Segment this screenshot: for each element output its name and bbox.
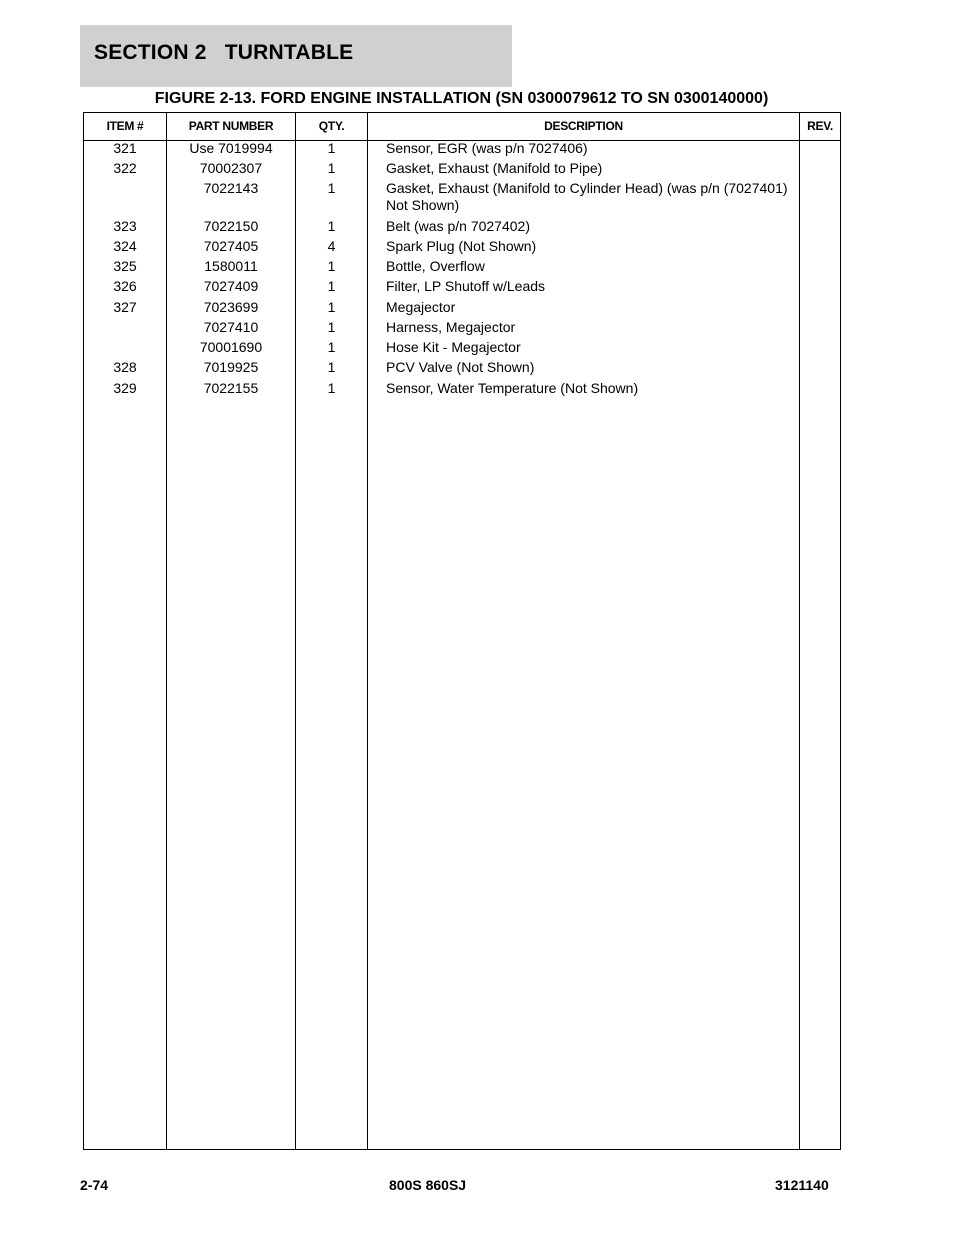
part-number: 70002307 bbox=[199, 160, 263, 176]
column-divider bbox=[799, 113, 800, 1149]
item-number: 321 bbox=[113, 140, 137, 156]
page-number: 2-74 bbox=[80, 1177, 109, 1193]
description: Sensor, EGR (was p/n 7027406) bbox=[386, 140, 588, 156]
quantity: 1 bbox=[327, 380, 336, 396]
header-description: DESCRIPTION bbox=[544, 119, 623, 133]
part-number: 7022155 bbox=[203, 380, 259, 396]
quantity: 1 bbox=[327, 218, 336, 234]
parts-table bbox=[83, 112, 841, 1150]
quantity: 4 bbox=[327, 238, 336, 254]
description: Harness, Megajector bbox=[386, 319, 516, 335]
quantity: 1 bbox=[327, 299, 336, 315]
item-number: 324 bbox=[113, 238, 137, 254]
quantity: 1 bbox=[327, 140, 336, 156]
description: Gasket, Exhaust (Manifold to Cylinder Head) (was p/n (7027401) Not Shown) bbox=[386, 180, 788, 213]
part-number: 7022143 bbox=[203, 180, 259, 196]
document-number: 3121140 bbox=[775, 1177, 829, 1193]
header-rev: REV. bbox=[807, 119, 833, 133]
item-number: 329 bbox=[113, 380, 137, 396]
part-number: 7027410 bbox=[203, 319, 259, 335]
description: Sensor, Water Temperature (Not Shown) bbox=[386, 380, 639, 396]
quantity: 1 bbox=[327, 278, 336, 294]
part-number: 7022150 bbox=[203, 218, 259, 234]
part-number: 70001690 bbox=[199, 339, 263, 355]
quantity: 1 bbox=[327, 180, 336, 196]
item-number: 328 bbox=[113, 359, 137, 375]
header-qty: QTY. bbox=[318, 119, 345, 133]
quantity: 1 bbox=[327, 160, 336, 176]
quantity: 1 bbox=[327, 319, 336, 335]
description: Belt (was p/n 7027402) bbox=[386, 218, 530, 234]
model-name: 800S 860SJ bbox=[389, 1177, 467, 1193]
column-divider bbox=[367, 113, 368, 1149]
quantity: 1 bbox=[327, 258, 336, 274]
header-item: ITEM # bbox=[106, 119, 144, 133]
section-banner bbox=[80, 25, 512, 87]
quantity: 1 bbox=[327, 359, 336, 375]
part-number: 1580011 bbox=[204, 258, 258, 274]
header-part-number: PART NUMBER bbox=[188, 119, 274, 133]
description: Spark Plug (Not Shown) bbox=[386, 238, 537, 254]
item-number: 323 bbox=[113, 218, 137, 234]
figure-title: FIGURE 2-13. FORD ENGINE INSTALLATION (SN 0300079612 TO SN 0300140000) bbox=[154, 90, 769, 107]
description: Bottle, Overflow bbox=[386, 258, 485, 274]
description: PCV Valve (Not Shown) bbox=[386, 359, 535, 375]
item-number: 325 bbox=[113, 258, 137, 274]
description: Megajector bbox=[386, 299, 456, 315]
quantity: 1 bbox=[327, 339, 336, 355]
item-number: 326 bbox=[113, 278, 137, 294]
section-title: SECTION 2 TURNTABLE bbox=[94, 41, 354, 64]
item-number: 322 bbox=[113, 160, 137, 176]
description: Gasket, Exhaust (Manifold to Pipe) bbox=[386, 160, 603, 176]
description: Hose Kit - Megajector bbox=[386, 339, 521, 355]
part-number: 7019925 bbox=[203, 359, 259, 375]
part-number: 7027405 bbox=[203, 238, 259, 254]
part-number: 7023699 bbox=[203, 299, 259, 315]
part-number: 7027409 bbox=[203, 278, 259, 294]
description: Filter, LP Shutoff w/Leads bbox=[386, 278, 546, 294]
item-number: 327 bbox=[113, 299, 137, 315]
part-number: Use 7019994 bbox=[189, 140, 273, 156]
